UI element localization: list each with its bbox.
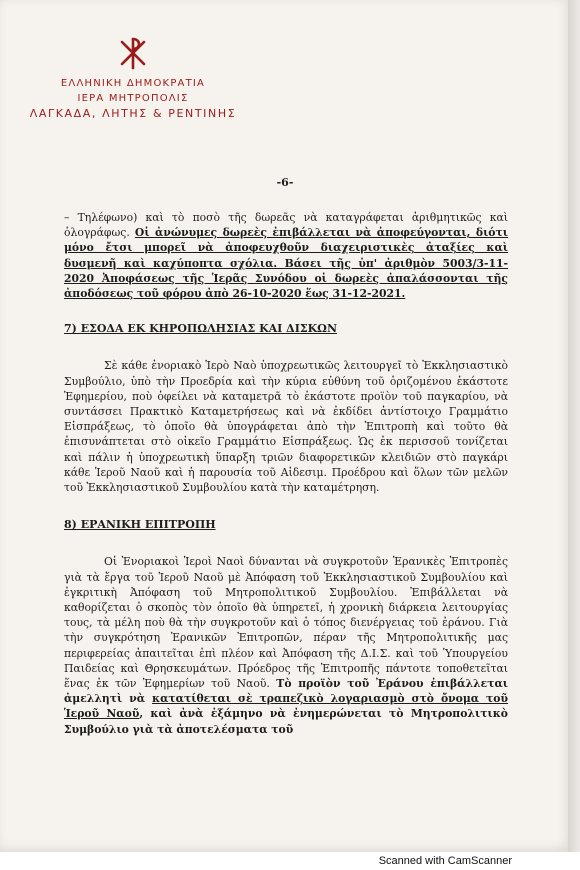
chi-rho-icon	[116, 36, 150, 70]
section-8-bold-ending: , καὶ ἀνὰ ἑξάμηνο νὰ ἐνημερώνεται τὸ Μητροπολιτικὸ Συμβούλιο γιὰ τὰ ἀποτελέσματα τοῦ	[64, 707, 508, 736]
letterhead-line-3: ΛΑΓΚΑΔΑ, ΛΗΤΗΣ & ΡΕΝΤΙΝΗΣ	[29, 107, 237, 120]
section-8-bold-text: Τὸ προϊὸν τοῦ Ἐράνου ἐπιβάλλεται ἀμελλητὶ νὰ	[64, 677, 508, 706]
paragraph-donations-text: – Τηλέφωνο) καὶ τὸ ποσὸ τῆς δωρεᾶς νὰ καταγράφεται ἀριθμητικῶς καὶ ὁλογράφως.	[64, 211, 508, 240]
page-edge-shadow	[568, 0, 580, 852]
letterhead	[18, 36, 248, 121]
section-8-heading: 8) ΕΡΑΝΙΚΗ ΕΠΙΤΡΟΠΗ	[64, 518, 216, 532]
section-7-heading: 7) ΕΣΟΔΑ ΕΚ ΚΗΡΟΠΩΛΗΣΙΑΣ ΚΑΙ ΔΙΣΚΩΝ	[64, 322, 338, 336]
section-7-paragraph: Σὲ κάθε ἐνοριακὸ Ἱερὸ Ναὸ ὑποχρεωτικῶς λειτουργεῖ τὸ Ἐκκλησιαστικὸ Συμβούλιο, ὑπὸ τὴν Προεδρία καὶ τὴν κύρια εὐθύνη τοῦ ὁριζομένου ἑκάστοτε Ἐφημερίου, ποὺ ὀφείλει νὰ καταμετρᾶ τὸ ἑκάστοτε προϊὸν τοῦ παγκαρίου, νὰ συντάσσει Πρακτικὸ Καταμετρήσεως καὶ νὰ ἐκδίδει ἀντίστοιχο Γραμμάτιο Εἰσπράξεως, τὸ ὁποῖο θὰ ὑπογράφεται ἀπὸ τὴν Ἐπιτροπὴ καὶ τοῦτο θὰ ἐπισυνάπτεται στὸ οἰκεῖο Γραμμάτιο Εἰσπράξεως. Ὡς ἐκ περισσοῦ τονίζεται καὶ πάλιν ἡ ὑποχρεωτικὴ ὕπαρξη τριῶν διαφορετικῶν κλειδιῶν στὸ παγκάρι κάθε Ἱεροῦ Ναοῦ καὶ ἡ παρουσία τοῦ Αἰδεσιμ. Προέδρου καὶ ὅλων τῶν μελῶν τοῦ Ἐκκλησιαστικοῦ Συμβουλίου κατὰ τὴν καταμέτρηση.	[64, 359, 508, 495]
section-8-text: Οἱ Ἐνοριακοὶ Ἱεροὶ Ναοὶ δύνανται νὰ συγκροτοῦν Ἐρανικὲς Ἐπιτροπὲς γιὰ τὰ ἔργα τοῦ Ἱεροῦ Ναοῦ μὲ Ἀπόφαση τοῦ Ἐκκλησιαστικοῦ Συμβουλίου καὶ ἐγκριτικὴ Ἀπόφαση τοῦ Μητροπολιτικοῦ Συμβουλίου. Ἐπιβάλλεται νὰ καθορίζεται ὁ σκοπὸς τὸν ὁποῖο θὰ ὑπηρετεῖ, ἡ χρονικὴ διάρκεια λειτουργίας τους, τὰ μέλη ποὺ θὰ τὴν συγκροτοῦν καὶ ὁ τόπος διενέργειας τοῦ ἐράνου. Γιὰ τὴν συγκρότηση Ἐρανικῶν Ἐπιτροπῶν, πέραν τῆς Μητροπολιτικῆς μας περιφερείας ἀπαιτεῖται ἐπὶ πλέον καὶ Ἀπόφαση τῆς Δ.Ι.Σ. καὶ τοῦ Ὑπουργείου Παιδείας καὶ Θρησκευμάτων. Πρόεδρος τῆς Ἐπιτροπῆς πάντοτε τοποθετεῖται ἕνας ἐκ τῶν Ἐφημερίων τοῦ Ναοῦ.	[64, 555, 508, 691]
paragraph-donations-emphasis: Οἱ ἀνώνυμες δωρεὲς ἐπιβάλλεται νὰ ἀποφεύγονται, διότι μόνο ἔτσι μπορεῖ νὰ ἀποφευχθοῦν διαχειριστικὲς ἀταξίες καὶ δυσμενῆ καὶ καχύποπτα σχόλια. Βάσει τῆς ὑπ' ἀριθμὸν 5003/3-11-2020 Ἀποφάσεως τῆς Ἱερᾶς Συνόδου οἱ δωρεὲς ἀπαλάσσονται τῆς ἀποδόσεως τοῦ φόρου ἀπὸ 26-10-2020 ἕως 31-12-2021.	[64, 226, 508, 301]
section-8-paragraph	[64, 554, 508, 736]
page-number: -6-	[276, 176, 294, 189]
scanner-watermark: Scanned with CamScanner	[378, 855, 512, 867]
letterhead-line-1: ΕΛΛΗΝΙΚΗ ΔΗΜΟΚΡΑΤΙΑ	[60, 78, 206, 89]
document-body	[64, 210, 508, 737]
paragraph-donations	[64, 210, 508, 301]
section-8-underlined-text: κατατίθεται σὲ τραπεζικὸ λογαριασμὸ στὸ ὄνομα τοῦ Ἱεροῦ Ναοῦ	[64, 692, 508, 721]
letterhead-line-2: ΙΕΡΑ ΜΗΤΡΟΠΟΛΙΣ	[77, 93, 189, 104]
